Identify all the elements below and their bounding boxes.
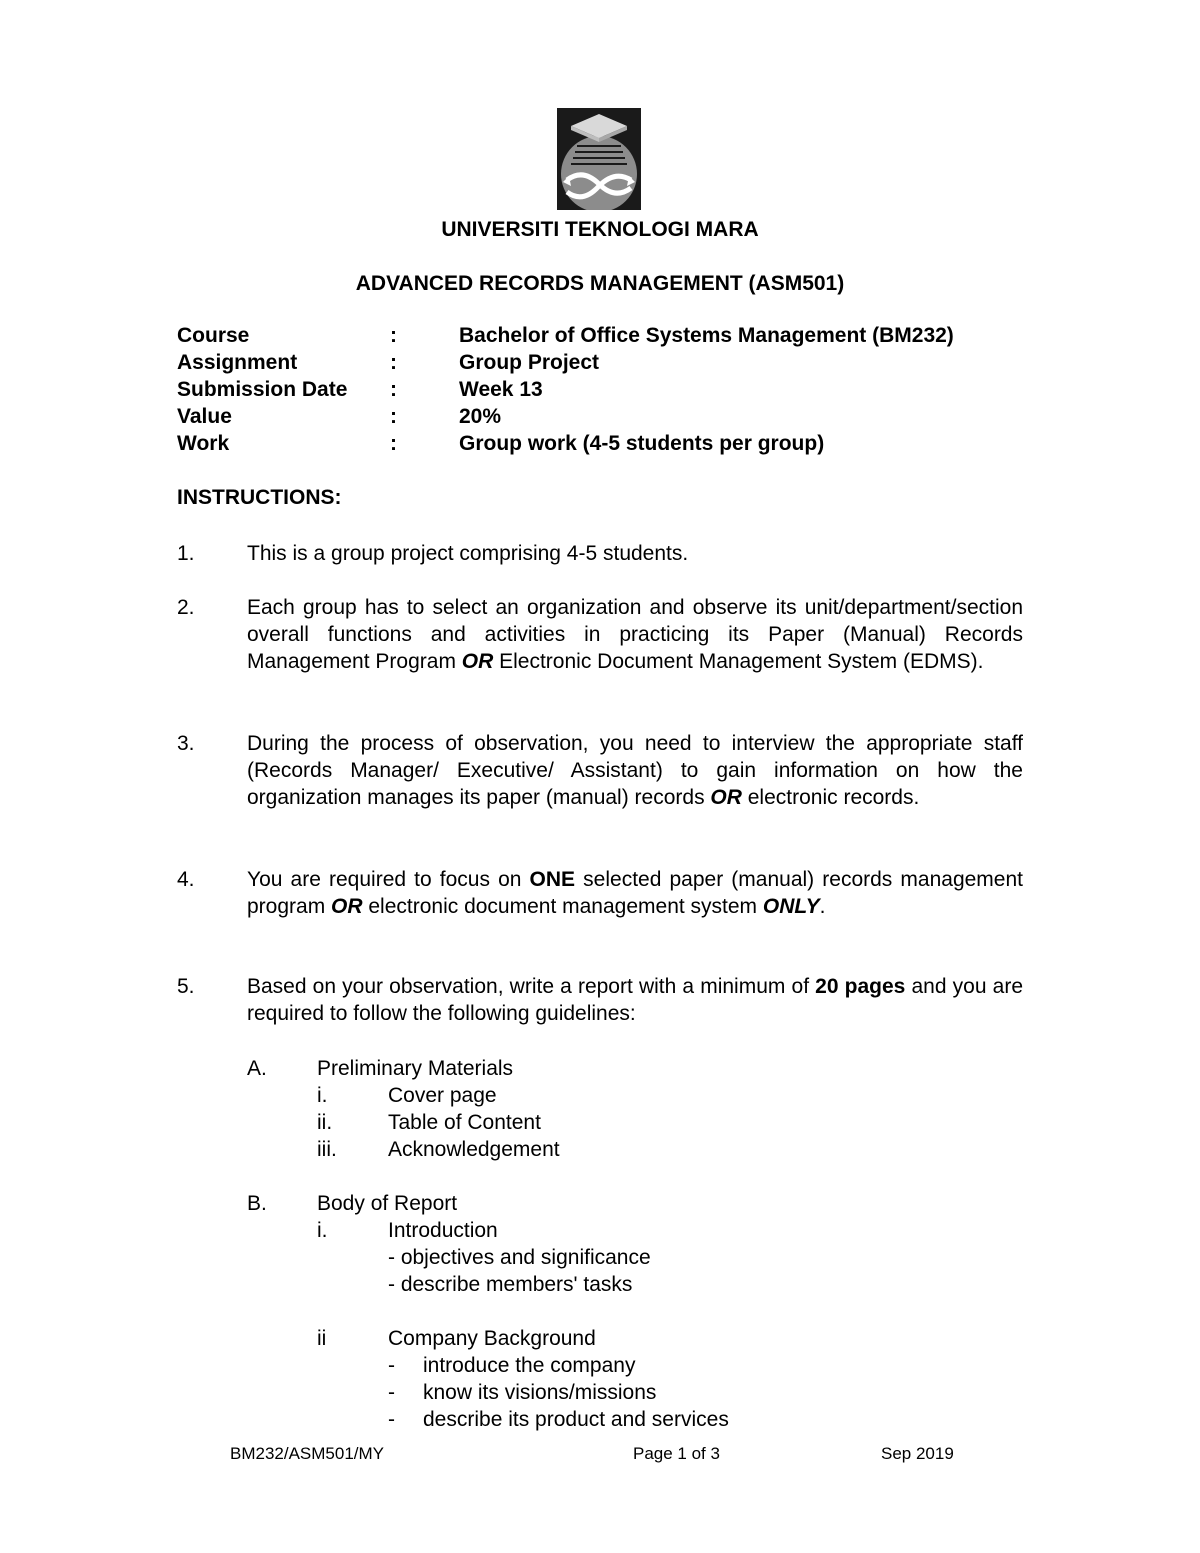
item-text: Based on your observation, write a report with a minimum of 20 pages and you are required to follow the following guidelines: xyxy=(247,975,1023,1025)
meta-label: Assignment xyxy=(177,351,298,374)
sub-text: Acknowledgement xyxy=(388,1138,560,1161)
meta-value: 20% xyxy=(459,405,502,428)
item-text: Each group has to select an organization and observe its unit/department/section overall functions and activities in practicing its Paper (Manual) Records Management Program OR Electronic Document Management System (EDMS). xyxy=(247,596,1023,673)
sub-number: iii. xyxy=(317,1138,337,1161)
meta-assignment xyxy=(177,351,1077,379)
meta-value: Group work (4-5 students per group) xyxy=(459,432,825,455)
meta-value: Group Project xyxy=(459,351,600,374)
sub-number: ii xyxy=(317,1327,327,1350)
meta-value: Week 13 xyxy=(459,378,543,401)
bullet-text: know its visions/missions xyxy=(423,1381,657,1404)
guideline-letter: A. xyxy=(247,1057,267,1080)
guideline-title: Preliminary Materials xyxy=(317,1057,514,1080)
meta-value: Bachelor of Office Systems Management (BM232) xyxy=(459,324,954,347)
bullet-text: describe its product and services xyxy=(423,1408,729,1431)
instructions-heading: INSTRUCTIONS: xyxy=(177,486,342,509)
sub-text: Table of Content xyxy=(388,1111,541,1134)
meta-colon: : xyxy=(390,324,397,347)
guideline-title: Body of Report xyxy=(317,1192,458,1215)
university-name: UNIVERSITI TEKNOLOGI MARA xyxy=(441,218,759,241)
sub-text: Cover page xyxy=(388,1084,497,1107)
sub-text: Company Background xyxy=(388,1327,596,1350)
dash-marker: - xyxy=(388,1354,395,1377)
meta-value-row xyxy=(177,405,1077,433)
dash-marker: - xyxy=(388,1408,395,1431)
item-text: This is a group project comprising 4-5 students. xyxy=(247,542,689,565)
footer-page-number: Page 1 of 3 xyxy=(633,1444,720,1463)
meta-label: Work xyxy=(177,432,230,455)
bullet-text: - objectives and significance xyxy=(388,1246,651,1269)
dash-marker: - xyxy=(388,1381,395,1404)
meta-label: Course xyxy=(177,324,250,347)
meta-colon: : xyxy=(390,405,397,428)
item-number: 5. xyxy=(177,975,195,998)
item-text: You are required to focus on ONE selected paper (manual) records management program OR electronic document management system ONLY. xyxy=(247,868,1023,918)
guideline-letter: B. xyxy=(247,1192,267,1215)
sub-text: Introduction xyxy=(388,1219,498,1242)
item-number: 2. xyxy=(177,596,195,619)
meta-submission-date xyxy=(177,378,1077,406)
footer-code: BM232/ASM501/MY xyxy=(230,1444,385,1463)
meta-label: Value xyxy=(177,405,232,428)
sub-number: i. xyxy=(317,1219,328,1242)
meta-label: Submission Date xyxy=(177,378,348,401)
meta-colon: : xyxy=(390,432,397,455)
course-title: ADVANCED RECORDS MANAGEMENT (ASM501) xyxy=(355,272,845,295)
uitm-logo xyxy=(557,108,641,210)
footer-date: Sep 2019 xyxy=(881,1444,954,1463)
bullet-text: - describe members' tasks xyxy=(388,1273,633,1296)
meta-colon: : xyxy=(390,351,397,374)
item-number: 3. xyxy=(177,732,195,755)
item-number: 1. xyxy=(177,542,195,565)
bullet-text: introduce the company xyxy=(423,1354,636,1377)
sub-number: i. xyxy=(317,1084,328,1107)
meta-work xyxy=(177,432,1077,460)
item-text: During the process of observation, you need to interview the appropriate staff (Records Manager/ Executive/ Assistant) to gain information on how the organization manages its paper (manual) records OR electronic records. xyxy=(247,732,1023,809)
sub-number: ii. xyxy=(317,1111,333,1134)
meta-course xyxy=(177,324,1077,352)
item-number: 4. xyxy=(177,868,195,891)
meta-colon: : xyxy=(390,378,397,401)
